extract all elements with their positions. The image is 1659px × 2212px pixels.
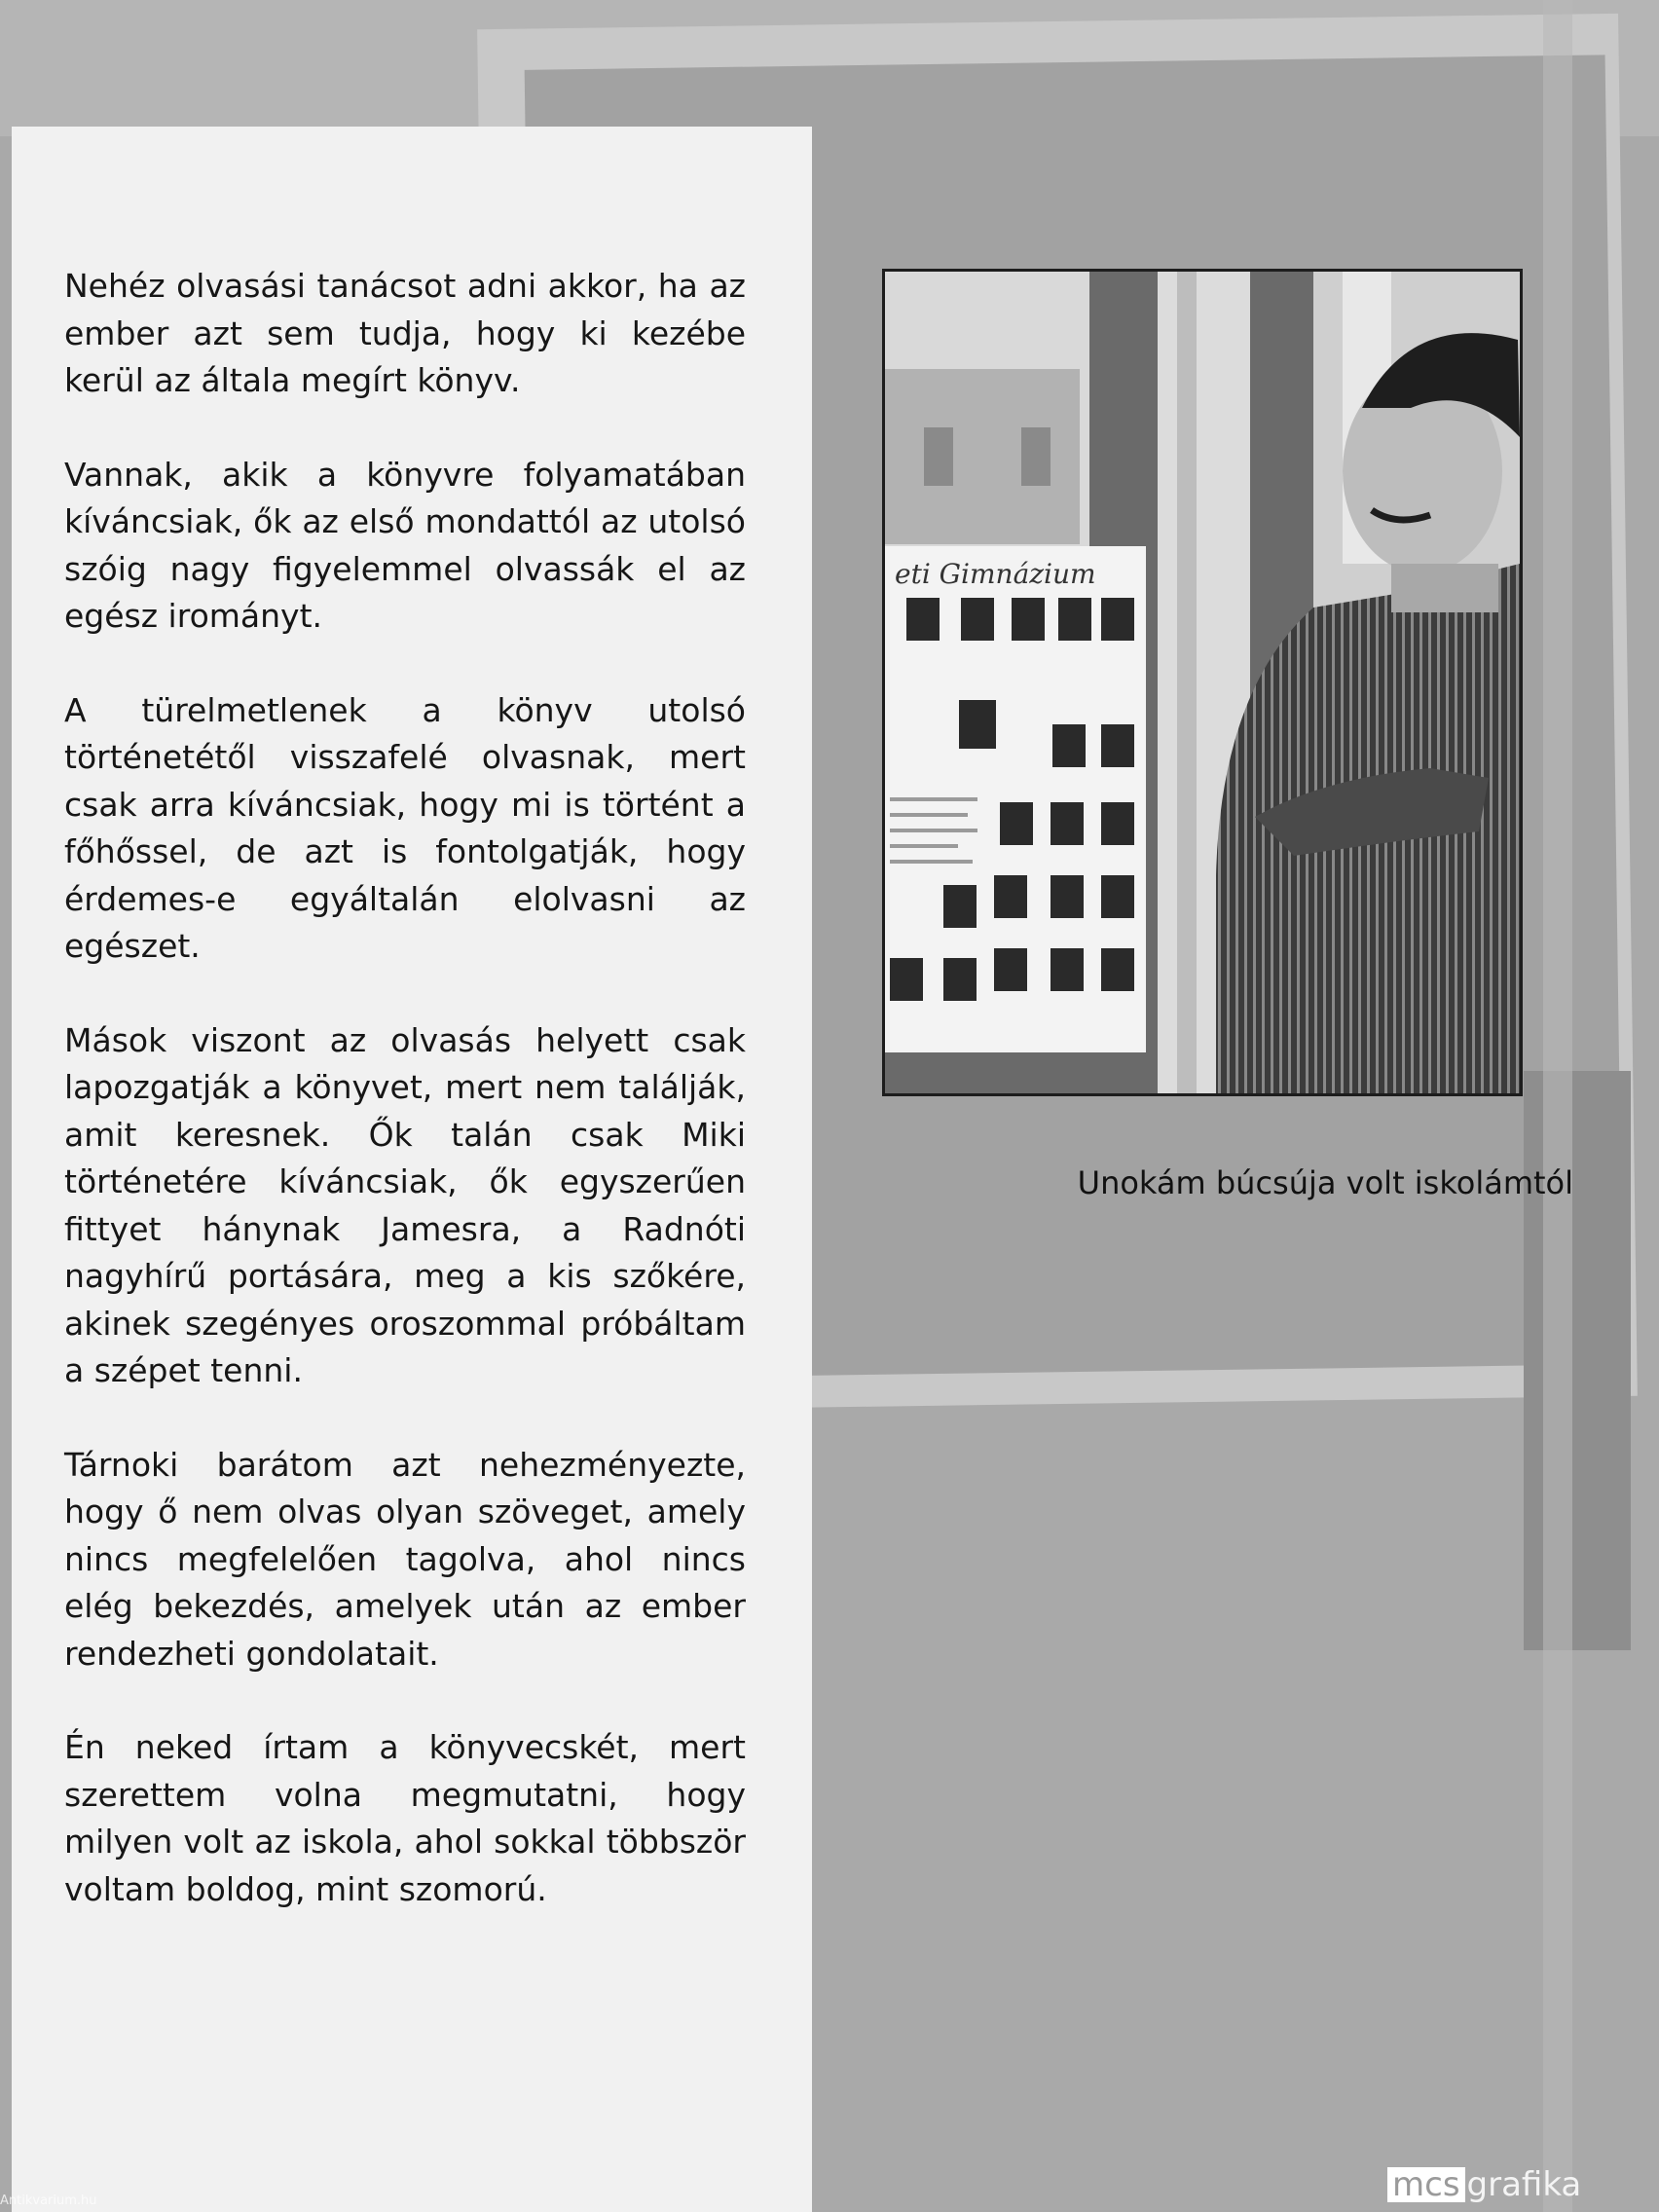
publisher-logo [1387, 2167, 1581, 2202]
photo-caption: Unokám búcsúja volt iskolámtól [1077, 1164, 1573, 1201]
watermark: Antikvarium.hu [0, 2194, 97, 2208]
logo-mcs: mcs [1387, 2167, 1465, 2202]
text-body [64, 263, 746, 1960]
paragraph: Mások viszont az olvasás helyett csak lapozgatják a könyvet, mert nem találják, amit keresnek. Ők talán csak Miki történetére kíváncsiak, ők egyszerűen fittyet hánynak Jamesra, a Radnóti nagyhírű portására, meg a kis szőkére, akinek szegényes oroszommal próbáltam a szépet tenni. [64, 1020, 746, 1389]
paragraph: Tárnoki barátom azt nehezményezte, hogy ő nem olvas olyan szöveget, amely nincs megfelelően tagolva, ahol nincs elég bekezdés, amelyek után az ember rendezheti gondolatait. [64, 1445, 746, 1673]
paragraph: Vannak, akik a könyvre folyamatában kíváncsiak, ők az első mondattól az utolsó szóig nagy figyelemmel olvassák el az egész irományt. [64, 455, 746, 635]
paragraph: Nehéz olvasási tanácsot adni akkor, ha az ember azt sem tudja, hogy ki kezébe kerül az általa megírt könyv. [64, 267, 746, 399]
decorative-stripe [1524, 1071, 1631, 1650]
photo-man-at-display-case [882, 269, 1523, 1096]
board-title: eti Gimnázium [895, 558, 1096, 590]
decorative-stripe-light [1543, 0, 1572, 2212]
paragraph: Én neked írtam a könyvecskét, mert szerettem volna megmutatni, hogy milyen volt az iskola, ahol sokkal többször voltam boldog, mint szomorú. [64, 1728, 746, 1908]
paragraph: A türelmetlenek a könyv utolsó történetétől visszafelé olvasnak, mert csak arra kíváncsiak, hogy mi is történt a főhőssel, de azt is fontolgatják, hogy érdemes-e egyáltalán elolvasni az egészet. [64, 690, 746, 965]
photo-illustration [885, 272, 1520, 1093]
logo-grafika: grafika [1466, 2165, 1582, 2204]
